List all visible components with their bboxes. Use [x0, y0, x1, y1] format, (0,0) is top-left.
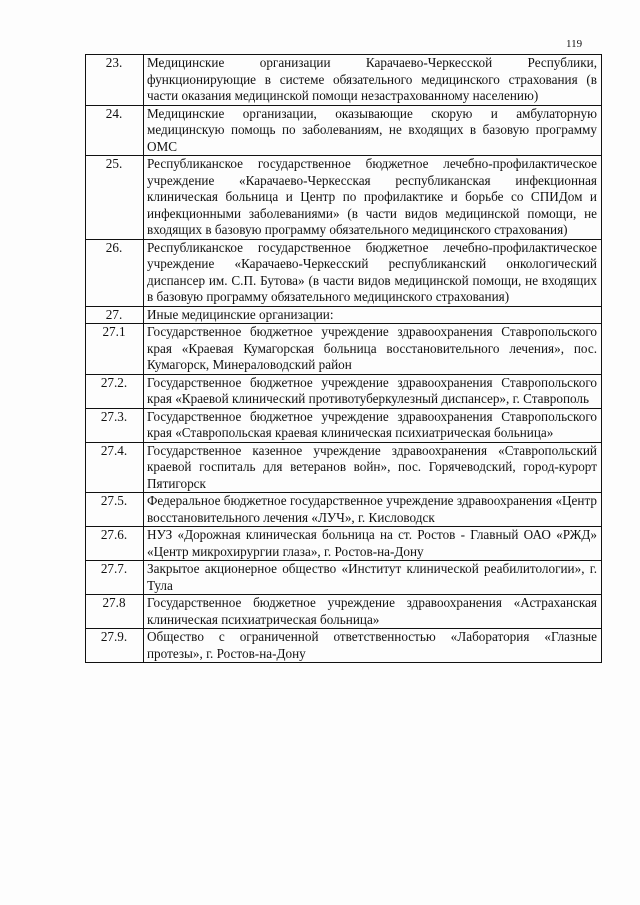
- row-number: 27.: [86, 306, 144, 324]
- table-row: [86, 561, 602, 595]
- table-row: [86, 324, 602, 375]
- row-number: 26.: [86, 239, 144, 306]
- row-number: 27.7.: [86, 561, 144, 595]
- table-row: [86, 595, 602, 629]
- row-number: 23.: [86, 55, 144, 106]
- row-number: 27.3.: [86, 408, 144, 442]
- row-number: 27.1: [86, 324, 144, 375]
- organization-text: Иные медицинские организации:: [144, 306, 602, 324]
- row-number: 25.: [86, 156, 144, 240]
- organization-text: Медицинские организации, оказывающие скорую и амбулаторную медицинскую помощь по заболеваниям, не входящих в базовую программу ОМС: [144, 105, 602, 156]
- table-row: [86, 156, 602, 240]
- table-row: [86, 105, 602, 156]
- table-row: [86, 55, 602, 106]
- organizations-table: [85, 54, 602, 663]
- row-number: 27.9.: [86, 629, 144, 663]
- table-row: [86, 629, 602, 663]
- table-row: [86, 527, 602, 561]
- page-number: 119: [566, 38, 583, 50]
- row-number: 27.6.: [86, 527, 144, 561]
- organization-text: Государственное казенное учреждение здравоохранения «Ставропольский краевой госпиталь для ветеранов войн», пос. Горячеводский, город-курорт Пятигорск: [144, 442, 602, 493]
- organization-text: Государственное бюджетное учреждение здравоохранения Ставропольского края «Краевой клинический противотуберкулезный диспансер», г. Ставрополь: [144, 374, 602, 408]
- organization-text: Республиканское государственное бюджетное лечебно-профилактическое учреждение «Карачаево-Черкесская республиканская инфекционная клиническая больница и Центр по профилактике и борьбе со СПИДом и инфекционными заболеваниями» (в части видов медицинской помощи, не входящих в базовую программу обязательного медицинского страхования): [144, 156, 602, 240]
- organization-text: Государственное бюджетное учреждение здравоохранения Ставропольского края «Краевая Кумагорская больница восстановительного лечения», пос. Кумагорск, Минераловодский район: [144, 324, 602, 375]
- table-row: [86, 374, 602, 408]
- organization-text: Федеральное бюджетное государственное учреждение здравоохранения «Центр восстановительного лечения «ЛУЧ», г. Кисловодск: [144, 493, 602, 527]
- table-body: [86, 55, 602, 663]
- row-number: 27.2.: [86, 374, 144, 408]
- organization-text: Закрытое акционерное общество «Институт клинической реабилитологии», г. Тула: [144, 561, 602, 595]
- organization-text: Республиканское государственное бюджетное лечебно-профилактическое учреждение «Карачаево-Черкесский республиканский онкологический диспансер им. С.П. Бутова» (в части видов медицинской помощи, не входящих в базовую программу обязательного медицинского страхования): [144, 239, 602, 306]
- organization-text: Государственное бюджетное учреждение здравоохранения «Астраханская клиническая психиатрическая больница»: [144, 595, 602, 629]
- row-number: 27.5.: [86, 493, 144, 527]
- organization-text: Государственное бюджетное учреждение здравоохранения Ставропольского края «Ставропольская краевая клиническая психиатрическая больница»: [144, 408, 602, 442]
- organization-text: Медицинские организации Карачаево-Черкесской Республики, функционирующие в системе обязательного медицинского страхования (в части оказания медицинской помощи незастрахованному населению): [144, 55, 602, 106]
- row-number: 27.8: [86, 595, 144, 629]
- table-row: [86, 306, 602, 324]
- table-row: [86, 408, 602, 442]
- table-row: [86, 442, 602, 493]
- organization-text: Общество с ограниченной ответственностью «Лаборатория «Глазные протезы», г. Ростов-на-Дону: [144, 629, 602, 663]
- table-row: [86, 493, 602, 527]
- row-number: 27.4.: [86, 442, 144, 493]
- row-number: 24.: [86, 105, 144, 156]
- organization-text: НУЗ «Дорожная клиническая больница на ст. Ростов - Главный ОАО «РЖД» «Центр микрохирургии глаза», г. Ростов-на-Дону: [144, 527, 602, 561]
- table-row: [86, 239, 602, 306]
